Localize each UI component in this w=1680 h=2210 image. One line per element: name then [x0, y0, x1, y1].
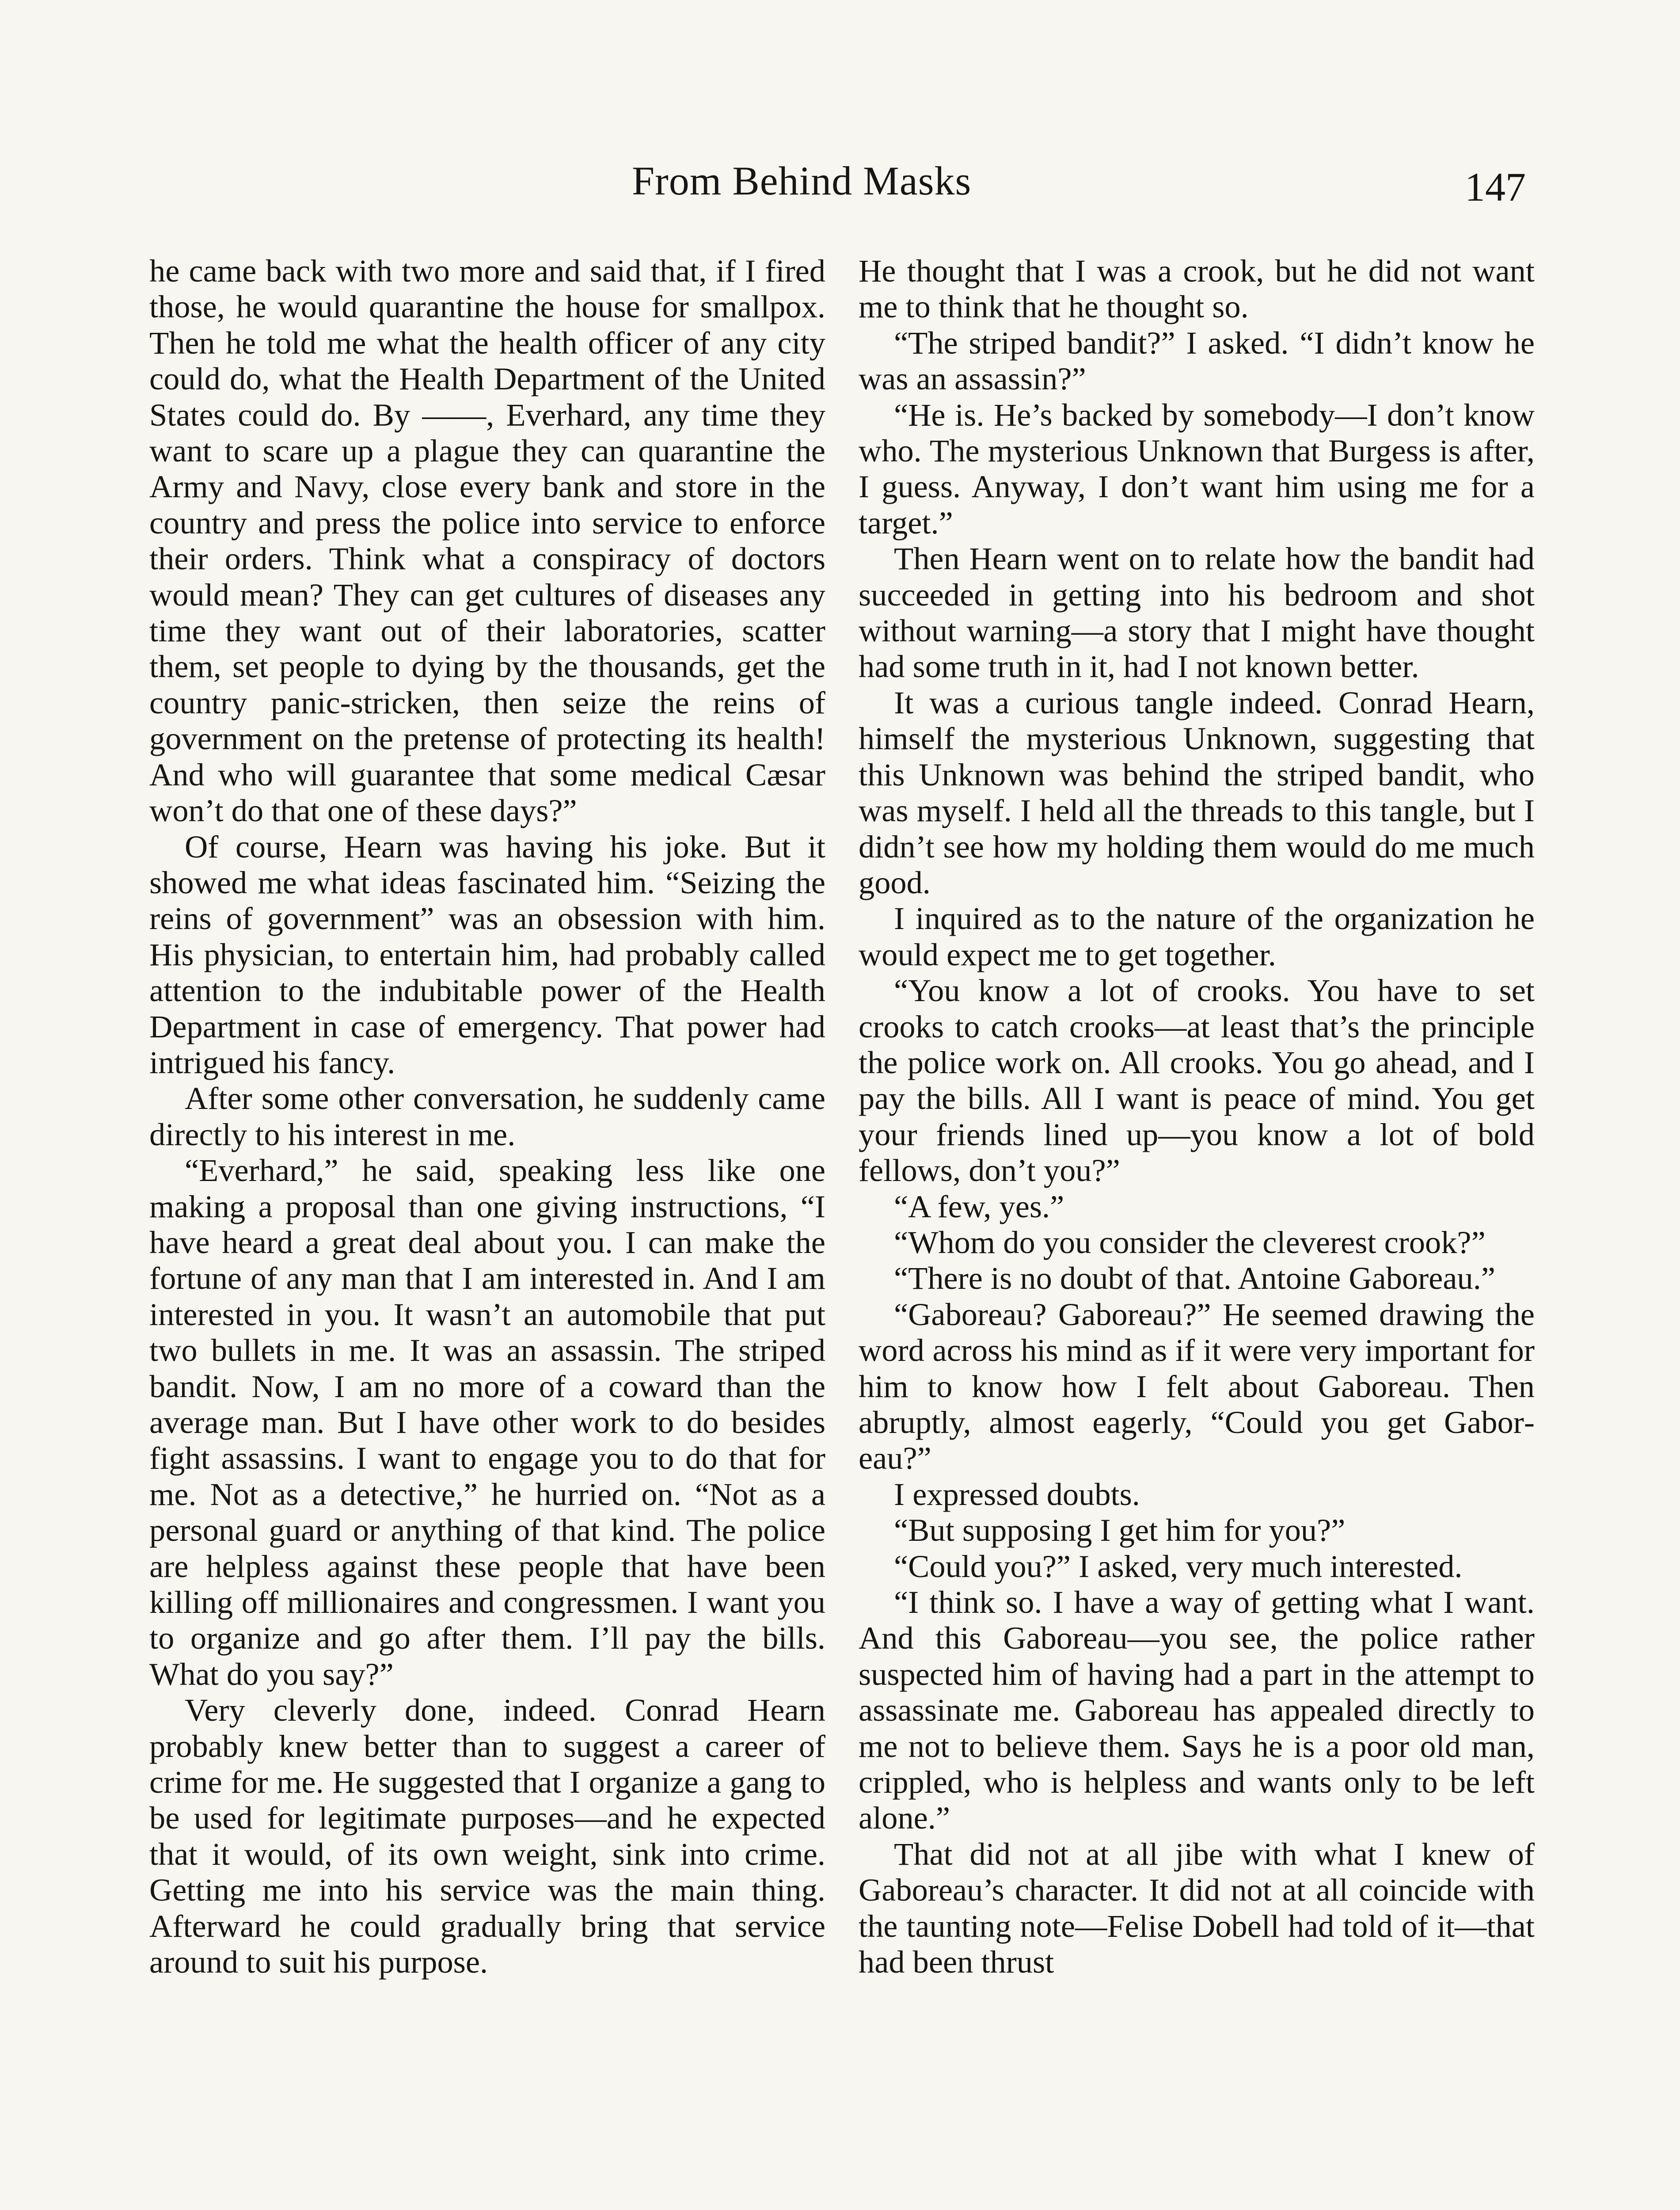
paragraph: That did not at all jibe with what I knew of Gaboreau’s character. It did not at all coincide with the taunting note—Felise Dobell had told of it—that had been thrust [859, 1836, 1535, 1980]
paragraph: It was a curious tangle indeed. Conrad Hearn, himself the mysterious Unknown, suggesting that this Unknown was behind the striped bandit, who was myself. I held all the threads to this tangle, but I didn’t see how my holding them would do me much good. [859, 684, 1535, 900]
paragraph: He thought that I was a crook, but he did not want me to think that he thought so. [859, 253, 1535, 325]
page-number: 147 [1465, 164, 1526, 210]
paragraph: “There is no doubt of that. Antoine Gaboreau.” [894, 1260, 1495, 1296]
paragraph: “Could you?” I asked, very much interested. [894, 1548, 1463, 1584]
paragraph: Then Hearn went on to relate how the bandit had succeeded in getting into his bedroom and shot without warning—a story that I might have thought had some truth in it, had I not known better. [859, 541, 1535, 685]
paragraph: “Gaboreau? Gaboreau?” He seemed drawing the word across his mind as if it were very important for him to know how I felt about Gaboreau. Then abruptly, almost eagerly, “Could you get Gaboreau?” [859, 1296, 1535, 1476]
paragraph: I expressed doubts. [894, 1476, 1140, 1512]
paragraph: “But supposing I get him for you?” [894, 1512, 1346, 1548]
paragraph: he came back with two more and said that, if I fired those, he would quarantine the house for smallpox. Then he told me what the health officer of any city could do, what the Health Department of the United States could do. By ——, Everhard, any time they want to scare up a plague they can quarantine the Army and Navy, close every bank and store in the country and press the police into service to enforce their orders. Think what a conspiracy of doctors would mean? They can get cultures of diseases any time they want out of their laboratories, scatter them, set people to dying by the thousands, get the country panic-stricken, then seize the reins of government on the pretense of protecting its health! And who will guarantee that some medical Cæsar won’t do that one of these days?” [149, 253, 825, 829]
paragraph: “Everhard,” he said, speaking less like one making a proposal than one giving instructions, “I have heard a great deal about you. I can make the fortune of any man that I am interested in. And I am interested in you. It wasn’t an automobile that put two bullets in me. It was an assassin. The striped bandit. Now, I am no more of a coward than the average man. But I have other work to do besides fight assassins. I want to engage you to do that for me. Not as a detective,” he hurried on. “Not as a personal guard or anything of that kind. The police are helpless against these people that have been killing off millionaires and congressmen. I want you to organize and go after them. I’ll pay the bills. What do you say?” [149, 1152, 825, 1692]
paragraph: “The striped bandit?” I asked. “I didn’t know he was an assassin?” [859, 324, 1535, 397]
paragraph: Very cleverly done, indeed. Conrad Hearn probably knew better than to suggest a career of crime for me. He suggested that I organize a gang to be used for legitimate purposes—and he expected that it would, of its own weight, sink into crime. Getting me into his service was the main thing. Afterward he could gradually bring that service around to suit his purpose. [149, 1692, 825, 1980]
paragraph: “A few, yes.” [894, 1188, 1064, 1224]
right-text-column [859, 253, 1535, 1980]
paragraph: I inquired as to the nature of the organization he would expect me to get together. [859, 900, 1535, 972]
paragraph: After some other conversation, he suddenly came directly to his interest in me. [149, 1080, 825, 1152]
running-title: From Behind Masks [632, 158, 972, 203]
paragraph: “You know a lot of crooks. You have to set crooks to catch crooks—at least that’s the principle the police work on. All crooks. You go ahead, and I pay the bills. All I want is peace of mind. You get your friends lined up—you know a lot of bold fellows, don’t you?” [859, 972, 1535, 1189]
paragraph: Of course, Hearn was having his joke. But it showed me what ideas fascinated him. “Seizing the reins of government” was an obsession with him. His physician, to entertain him, had probably called attention to the indubitable power of the Health Department in case of emergency. That power had intrigued his fancy. [149, 828, 825, 1080]
left-text-column [149, 253, 825, 1980]
paragraph: “He is. He’s backed by somebody—I don’t know who. The mysterious Unknown that Burgess is after, I guess. Anyway, I don’t want him using me for a target.” [859, 396, 1535, 541]
paragraph: “Whom do you consider the cleverest crook?” [894, 1224, 1486, 1260]
paragraph: “I think so. I have a way of getting what I want. And this Gaboreau—you see, the police rather suspected him of having had a part in the attempt to assassinate me. Gaboreau has appealed directly to me not to believe them. Says he is a poor old man, crippled, who is helpless and wants only to be left alone.” [859, 1584, 1535, 1836]
